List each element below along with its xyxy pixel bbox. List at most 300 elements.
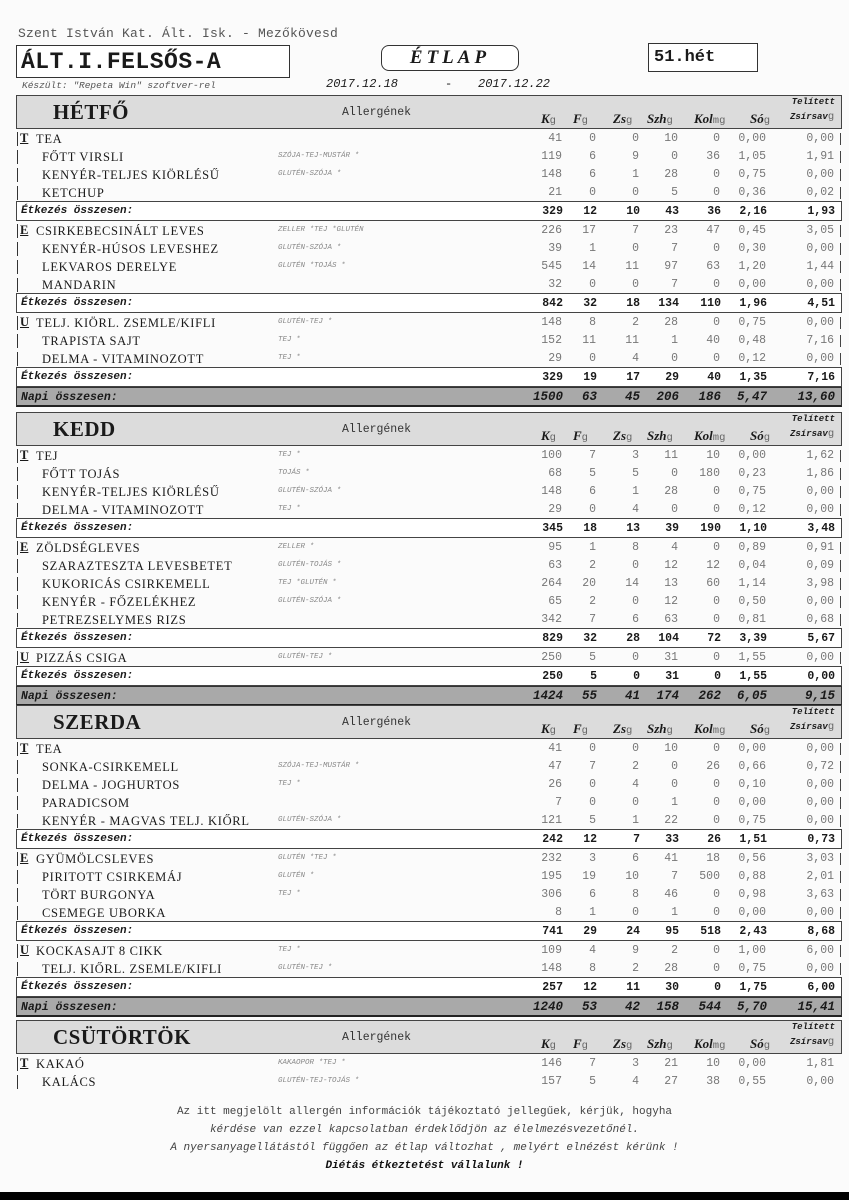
- meal-total-value: 518: [700, 925, 721, 938]
- nutrient-value: 148: [541, 168, 562, 181]
- nutrient-value: 12: [664, 559, 678, 572]
- item-name: PIRITOTT CSIRKEMÁJ: [42, 870, 183, 884]
- nutrient-value: 0: [713, 168, 720, 181]
- nutrient-value: 22: [664, 814, 678, 827]
- meal-total-value: 0,73: [807, 833, 835, 846]
- meal-total-value: 29: [583, 925, 597, 938]
- meal-total-value: 4,51: [807, 297, 835, 310]
- nutrient-unit: g: [666, 432, 673, 444]
- nutrient-value: 0: [632, 278, 639, 291]
- item-name: GYÜMÖLCSLEVES: [36, 852, 155, 866]
- menu-item-row: [16, 349, 842, 367]
- daily-total-row: [16, 686, 842, 706]
- nutrient-value: 0: [713, 613, 720, 626]
- day-section: [16, 705, 842, 1017]
- nutrient-value: 0,89: [738, 541, 766, 554]
- row-left-rule: [17, 888, 18, 902]
- week-number: 51.hét: [654, 48, 716, 67]
- meal-total-label: Étkezés összesen:: [21, 981, 134, 993]
- menu-item-row: [16, 275, 842, 293]
- row-left-rule: [17, 796, 18, 810]
- row-left-rule: [17, 260, 18, 274]
- row-right-rule: [840, 169, 841, 181]
- nutrient-value: 6: [589, 485, 596, 498]
- row-right-rule: [840, 279, 841, 291]
- item-allergens: KAKAOPOR *TEJ *: [278, 1059, 346, 1067]
- nutrient-label: F: [573, 111, 582, 126]
- daily-total-value: 1424: [532, 689, 563, 703]
- meal-total-value: 24: [626, 925, 640, 938]
- daily-total-value: 15,41: [797, 1000, 835, 1014]
- meal-total-value: 43: [665, 205, 679, 218]
- row-right-rule: [840, 504, 841, 516]
- item-allergens: TEJ *: [278, 354, 301, 362]
- nutrient-value: 0: [632, 186, 639, 199]
- nutrient-value: 0: [671, 760, 678, 773]
- nutrient-label: Zsírsav: [790, 429, 828, 439]
- meal-total-value: 829: [542, 632, 563, 645]
- row-right-rule: [840, 761, 841, 773]
- item-name: DELMA - VITAMINOZOTT: [42, 352, 205, 366]
- nutrient-value: 0,12: [738, 503, 766, 516]
- nutrient-unit: g: [666, 1040, 673, 1052]
- nutrient-value: 1: [671, 334, 678, 347]
- row-left-rule: [17, 613, 18, 627]
- row-left-rule: [17, 962, 18, 976]
- nutrient-value: 0: [713, 132, 720, 145]
- menu-item-row: [16, 257, 842, 275]
- nutrient-value: 0: [713, 278, 720, 291]
- menu-item-row: [16, 811, 842, 829]
- item-name: TRAPISTA SAJT: [42, 334, 141, 348]
- meal-total-value: 12: [583, 205, 597, 218]
- nutrient-value: 1,91: [806, 150, 834, 163]
- daily-total-value: 1500: [532, 390, 563, 404]
- menu-item-row: [16, 1054, 842, 1072]
- nutrient-value: 0,00: [738, 796, 766, 809]
- menu-item-row: [16, 538, 842, 556]
- nutrient-value: 63: [706, 260, 720, 273]
- nutrient-value: 0: [589, 186, 596, 199]
- item-allergens: TOJÁS *: [278, 469, 310, 477]
- nutrient-value: 157: [541, 1075, 562, 1088]
- nutrient-value: 38: [706, 1075, 720, 1088]
- day-header: [16, 705, 842, 739]
- nutrient-value: 0,00: [806, 1075, 834, 1088]
- item-name: KENYÉR - FŐZELÉKHEZ: [42, 595, 197, 609]
- meal-total-value: 11: [626, 981, 640, 994]
- item-name: KETCHUP: [42, 186, 105, 200]
- menu-item-row: [16, 129, 842, 147]
- nutrient-value: 1,86: [806, 467, 834, 480]
- menu-item-row: [16, 556, 842, 574]
- row-left-rule: [17, 224, 18, 238]
- meal-total-value: 5: [590, 670, 597, 683]
- meal-total-label: Étkezés összesen:: [21, 205, 134, 217]
- item-name: DELMA - JOGHURTOS: [42, 778, 181, 792]
- nutrient-unit: g: [666, 115, 673, 127]
- nutrient-label: Szh: [647, 111, 667, 126]
- nutrient-unit: g: [626, 115, 633, 127]
- meal-total-label: Étkezés összesen:: [21, 297, 134, 309]
- meal-total-value: 2,43: [739, 925, 767, 938]
- nutrient-value: 0,00: [738, 906, 766, 919]
- row-right-rule: [840, 614, 841, 626]
- nutrient-column-header: [541, 721, 556, 737]
- item-allergens: GLUTÉN-SZÓJA *: [278, 170, 342, 178]
- meal-total-value: 0: [714, 670, 721, 683]
- nutrient-value: 4: [589, 944, 596, 957]
- allergen-column-header: Allergének: [342, 423, 412, 436]
- row-right-rule: [840, 871, 841, 883]
- nutrient-value: 0,00: [806, 651, 834, 664]
- nutrient-value: 0: [713, 814, 720, 827]
- menu-item-row: [16, 165, 842, 183]
- nutrient-value: 41: [548, 742, 562, 755]
- nutrient-value: 152: [541, 334, 562, 347]
- saturated-header: Telített: [791, 707, 835, 717]
- item-name: KALÁCS: [42, 1075, 97, 1089]
- nutrient-unit: mg: [712, 725, 726, 737]
- daily-total-value: 262: [698, 689, 721, 703]
- item-name: TEA: [36, 132, 63, 146]
- meal-total-value: 95: [665, 925, 679, 938]
- daily-total-label: Napi összesen:: [21, 690, 118, 703]
- nutrient-value: 28: [664, 316, 678, 329]
- nutrient-value: 148: [541, 962, 562, 975]
- nutrient-value: 0: [632, 132, 639, 145]
- date-to: 2017.12.22: [478, 77, 551, 91]
- nutrient-value: 41: [664, 852, 678, 865]
- nutrient-value: 0,00: [738, 132, 766, 145]
- item-allergens: GLUTÉN-SZÓJA *: [278, 244, 342, 252]
- nutrient-value: 0: [589, 503, 596, 516]
- nutrient-label: Zsírsav: [790, 722, 828, 732]
- day-header: [16, 412, 842, 446]
- nutrient-value: 0,36: [738, 186, 766, 199]
- nutrient-value: 0,04: [738, 559, 766, 572]
- nutrient-value: 180: [699, 467, 720, 480]
- nutrient-value: 46: [664, 888, 678, 901]
- row-right-rule: [840, 243, 841, 255]
- nutrient-value: 4: [632, 352, 639, 365]
- nutrient-label: Só: [750, 428, 764, 443]
- meal-total-value: 3,48: [807, 522, 835, 535]
- nutrient-value: 0: [713, 503, 720, 516]
- nutrient-value: 148: [541, 316, 562, 329]
- meal-code: E: [20, 223, 29, 237]
- nutrient-label: Só: [750, 1036, 764, 1051]
- item-allergens: GLUTÉN-TEJ *: [278, 653, 333, 661]
- row-left-rule: [17, 852, 18, 866]
- nutrient-value: 28: [664, 962, 678, 975]
- nutrient-value: 41: [548, 132, 562, 145]
- meal-total-value: 329: [542, 205, 563, 218]
- nutrient-value: 0,00: [806, 242, 834, 255]
- nutrient-value: 0,75: [738, 814, 766, 827]
- nutrient-value: 0: [713, 595, 720, 608]
- nutrient-value: 0,75: [738, 962, 766, 975]
- item-name: SONKA-CSIRKEMELL: [42, 760, 179, 774]
- day-name: HÉTFŐ: [53, 100, 130, 124]
- footer-line-1: Az itt megjelölt allergén információk tájékoztató jellegűek, kérjük, hogyha: [176, 1106, 673, 1118]
- nutrient-value: 0,00: [806, 352, 834, 365]
- nutrient-value: 0,00: [806, 796, 834, 809]
- nutrient-value: 1: [632, 168, 639, 181]
- nutrient-unit: g: [581, 432, 588, 444]
- item-name: KENYÉR-HÚSOS LEVESHEZ: [42, 242, 219, 256]
- row-left-rule: [17, 778, 18, 792]
- nutrient-value: 0,00: [806, 595, 834, 608]
- menu-item-row: [16, 482, 842, 500]
- nutrient-value: 2: [589, 559, 596, 572]
- nutrient-column-header: [694, 1036, 725, 1052]
- nutrient-value: 9: [632, 150, 639, 163]
- menu-item-row: [16, 793, 842, 811]
- meal-total-row: [16, 518, 842, 538]
- nutrient-value: 2: [671, 944, 678, 957]
- nutrient-value: 0,91: [806, 541, 834, 554]
- meal-code: U: [20, 650, 30, 664]
- nutrient-unit: g: [763, 725, 771, 737]
- menu-item-row: [16, 313, 842, 331]
- nutrient-value: 545: [541, 260, 562, 273]
- nutrient-value: 1: [671, 906, 678, 919]
- meal-total-value: 250: [542, 670, 563, 683]
- daily-total-value: 53: [581, 1000, 597, 1014]
- daily-total-value: 42: [624, 1000, 640, 1014]
- meal-code: E: [20, 851, 29, 865]
- item-name: KOCKASAJT 8 CIKK: [36, 944, 163, 958]
- daily-total-value: 63: [581, 390, 597, 404]
- meal-total-value: 1,93: [807, 205, 835, 218]
- meal-total-value: 39: [665, 522, 679, 535]
- nutrient-value: 29: [548, 352, 562, 365]
- nutrient-value: 342: [541, 613, 562, 626]
- nutrient-column-header: [613, 1036, 632, 1052]
- row-left-rule: [17, 242, 18, 256]
- nutrient-value: 28: [664, 485, 678, 498]
- nutrient-column-header: [613, 428, 632, 444]
- day-name: CSÜTÖRTÖK: [53, 1025, 191, 1049]
- item-name: TEJ: [36, 449, 59, 463]
- nutrient-unit: g: [581, 115, 588, 127]
- item-allergens: TEJ *: [278, 336, 301, 344]
- item-name: SZARAZTESZTA LEVESBETET: [42, 559, 233, 573]
- nutrient-value: 63: [548, 559, 562, 572]
- day-name: KEDD: [53, 417, 116, 441]
- nutrient-value: 6,00: [806, 944, 834, 957]
- nutrient-unit: g: [666, 725, 673, 737]
- row-left-rule: [17, 186, 18, 200]
- nutrient-label: Szh: [647, 1036, 667, 1051]
- nutrient-label: Só: [750, 111, 764, 126]
- nutrient-value: 0,55: [738, 1075, 766, 1088]
- row-right-rule: [840, 963, 841, 975]
- nutrient-value: 0,00: [806, 485, 834, 498]
- nutrient-value: 0,00: [738, 742, 766, 755]
- nutrient-label: Kol: [694, 428, 713, 443]
- daily-total-value: 13,60: [797, 390, 835, 404]
- meal-total-value: 12: [583, 981, 597, 994]
- row-left-rule: [17, 870, 18, 884]
- daily-total-label: Napi összesen:: [21, 391, 118, 404]
- nutrient-value: 0: [632, 651, 639, 664]
- nutrient-value: 60: [706, 577, 720, 590]
- menu-item-row: [16, 849, 842, 867]
- nutrient-value: 0,00: [806, 778, 834, 791]
- row-right-rule: [840, 853, 841, 865]
- row-right-rule: [840, 187, 841, 199]
- nutrient-value: 13: [664, 577, 678, 590]
- nutrient-value: 5: [589, 467, 596, 480]
- nutrient-value: 10: [664, 132, 678, 145]
- menu-item-row: [16, 648, 842, 666]
- item-allergens: SZÓJA-TEJ-MUSTÁR *: [278, 762, 360, 770]
- nutrient-unit: g: [549, 725, 556, 737]
- row-left-rule: [17, 1057, 18, 1071]
- meal-total-value: 72: [707, 632, 721, 645]
- nutrient-value: 36: [706, 150, 720, 163]
- row-right-rule: [840, 486, 841, 498]
- nutrient-value: 11: [625, 334, 639, 347]
- nutrient-value: 0,10: [738, 778, 766, 791]
- item-allergens: GLUTÉN-SZÓJA *: [278, 597, 342, 605]
- nutrient-value: 0: [671, 150, 678, 163]
- meal-code: U: [20, 943, 30, 957]
- meal-total-value: 741: [542, 925, 563, 938]
- meal-total-value: 1,55: [739, 670, 767, 683]
- item-name: KUKORICÁS CSIRKEMELL: [42, 577, 211, 591]
- nutrient-value: 26: [548, 778, 562, 791]
- nutrient-value: 0: [632, 559, 639, 572]
- item-name: TELJ. KIŐRL. ZSEMLE/KIFLI: [42, 962, 222, 976]
- nutrient-value: 0,00: [806, 906, 834, 919]
- nutrient-label: Zs: [613, 721, 626, 736]
- nutrient-label: Só: [750, 721, 764, 736]
- nutrient-value: 10: [706, 449, 720, 462]
- row-left-rule: [17, 485, 18, 499]
- menu-item-row: [16, 331, 842, 349]
- nutrient-label: Szh: [647, 721, 667, 736]
- nutrient-value: 0,75: [738, 168, 766, 181]
- nutrient-unit: mg: [712, 115, 726, 127]
- nutrient-value: 0,23: [738, 467, 766, 480]
- nutrient-value: 7: [589, 449, 596, 462]
- meal-total-label: Étkezés összesen:: [21, 371, 134, 383]
- nutrient-value: 27: [664, 1075, 678, 1088]
- meal-total-value: 110: [700, 297, 721, 310]
- nutrient-value: 2: [632, 760, 639, 773]
- item-allergens: GLUTÉN-TOJÁS *: [278, 561, 342, 569]
- nutrient-value: 0,00: [806, 316, 834, 329]
- nutrient-value: 7: [589, 1057, 596, 1070]
- nutrient-value: 26: [706, 760, 720, 773]
- item-name: KENYÉR - MAGVAS TELJ. KIŐRL: [42, 814, 250, 828]
- nutrient-value: 0: [713, 888, 720, 901]
- meal-total-value: 104: [658, 632, 679, 645]
- nutrient-value: 146: [541, 1057, 562, 1070]
- nutrient-value: 8: [632, 888, 639, 901]
- nutrient-value: 0,09: [806, 559, 834, 572]
- nutrient-value: 12: [706, 559, 720, 572]
- nutrient-value: 47: [548, 760, 562, 773]
- nutrient-column-header: [647, 721, 673, 737]
- menu-item-row: [16, 775, 842, 793]
- row-right-rule: [840, 225, 841, 237]
- item-name: DELMA - VITAMINOZOTT: [42, 503, 205, 517]
- nutrient-value: 5: [589, 651, 596, 664]
- row-left-rule: [17, 352, 18, 366]
- meal-total-value: 2,16: [739, 205, 767, 218]
- nutrient-value: 119: [541, 150, 562, 163]
- nutrient-value: 1: [632, 485, 639, 498]
- menu-item-row: [16, 446, 842, 464]
- row-left-rule: [17, 503, 18, 517]
- nutrient-value: 0: [589, 132, 596, 145]
- row-left-rule: [17, 168, 18, 182]
- item-name: TÖRT BURGONYA: [42, 888, 156, 902]
- meal-total-value: 18: [583, 522, 597, 535]
- nutrient-value: 3: [632, 1057, 639, 1070]
- meal-total-value: 1,96: [739, 297, 767, 310]
- nutrient-label: Szh: [647, 428, 667, 443]
- item-name: KENYÉR-TELJES KIÖRLÉSŰ: [42, 168, 220, 182]
- item-name: TELJ. KIÖRL. ZSEMLE/KIFLI: [36, 316, 216, 330]
- nutrient-value: 31: [664, 651, 678, 664]
- daily-total-value: 544: [698, 1000, 721, 1014]
- nutrient-label: Kol: [694, 721, 713, 736]
- meal-total-value: 28: [626, 632, 640, 645]
- meal-total-value: 134: [658, 297, 679, 310]
- nutrient-label: Zsírsav: [790, 112, 828, 122]
- nutrient-value: 65: [548, 595, 562, 608]
- nutrient-label: K: [541, 1036, 550, 1051]
- meal-total-value: 33: [665, 833, 679, 846]
- meal-code: E: [20, 540, 29, 554]
- meal-total-value: 13: [626, 522, 640, 535]
- nutrient-value: 0: [713, 242, 720, 255]
- nutrient-value: 6: [632, 613, 639, 626]
- meal-total-value: 7,16: [807, 371, 835, 384]
- nutrient-value: 0,68: [806, 613, 834, 626]
- nutrient-value: 0,50: [738, 595, 766, 608]
- nutrient-column-header: [647, 111, 673, 127]
- nutrient-value: 10: [664, 742, 678, 755]
- row-right-rule: [840, 652, 841, 664]
- nutrient-value: 0: [671, 503, 678, 516]
- nutrient-column-header: [541, 111, 556, 127]
- meal-code: T: [20, 131, 29, 145]
- row-right-rule: [840, 133, 841, 145]
- nutrient-value: 0: [713, 541, 720, 554]
- nutrient-value: 0: [713, 186, 720, 199]
- meal-total-value: 1,75: [739, 981, 767, 994]
- nutrient-label: K: [541, 428, 550, 443]
- row-left-rule: [17, 278, 18, 292]
- row-left-rule: [17, 449, 18, 463]
- row-left-rule: [17, 1075, 18, 1089]
- menu-item-row: [16, 885, 842, 903]
- row-right-rule: [840, 779, 841, 791]
- nutrient-value: 0: [713, 796, 720, 809]
- meal-total-value: 26: [707, 833, 721, 846]
- nutrient-column-header: [790, 428, 834, 440]
- item-allergens: GLUTÉN-SZÓJA *: [278, 816, 342, 824]
- nutrient-column-header: [541, 1036, 556, 1052]
- item-allergens: GLUTÉN *TEJ *: [278, 854, 337, 862]
- meal-total-row: [16, 367, 842, 387]
